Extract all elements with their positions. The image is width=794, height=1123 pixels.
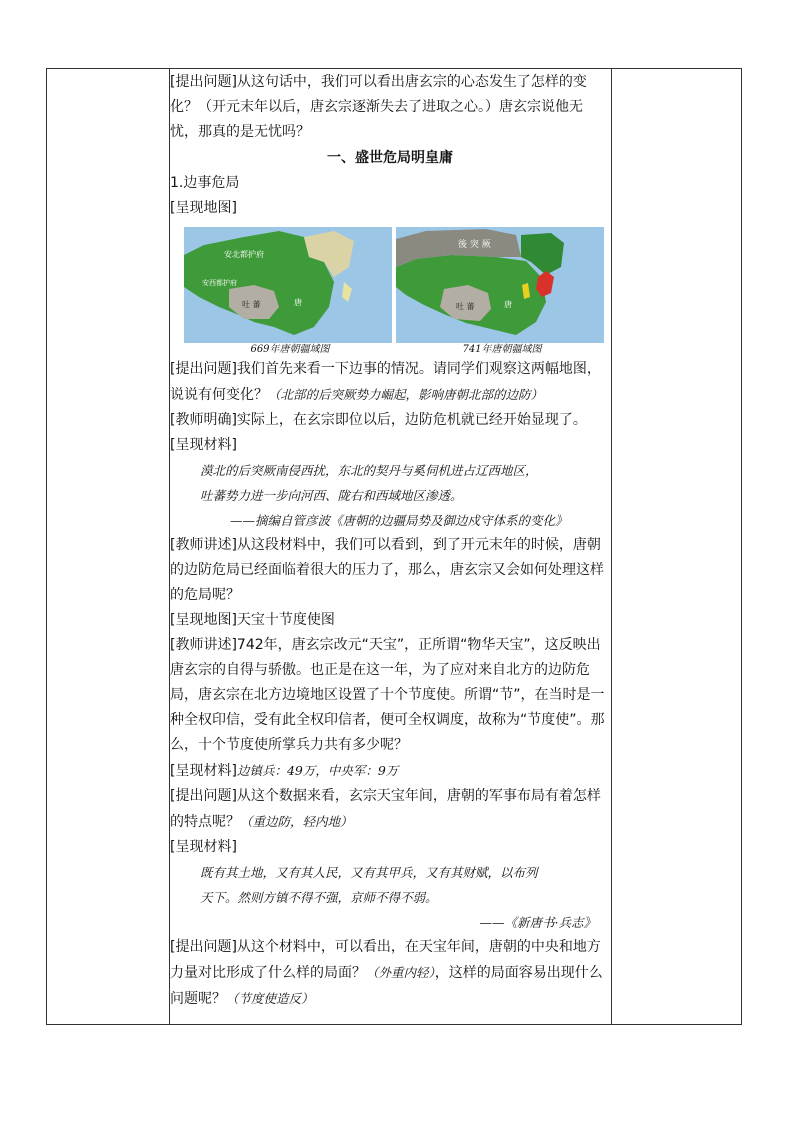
- map-741: [396, 227, 604, 343]
- lesson-content: [170, 70, 610, 1012]
- map-label: 唐: [294, 298, 302, 307]
- paragraph-question-balance: [170, 935, 610, 1012]
- material-label: [呈现材料]: [170, 763, 237, 779]
- question-text: [提出问题]我们首先来看一下边事的情况。请同学们观察这两幅地图，说说有何变化？: [170, 361, 601, 403]
- map-label: 吐 蕃: [242, 300, 261, 309]
- quote-source: ——摘编自管彦波《唐朝的边疆局势及御边戍守体系的变化》: [230, 513, 568, 528]
- answer-note: （外重内轻）: [366, 965, 435, 980]
- label-show-material: [呈现材料]: [170, 437, 237, 453]
- label-show-material: [呈现材料]: [170, 839, 237, 855]
- paragraph-teacher-clarify: [教师明确]实际上，在玄宗即位以后，边防危机就已经开始显现了。: [170, 412, 587, 428]
- map-captions: [184, 343, 610, 357]
- map-669: [184, 227, 392, 343]
- paragraph-question-maps: [170, 357, 610, 408]
- paragraph-show-jiedushi-map: [呈现地图]天宝十节度使图: [170, 612, 335, 628]
- paragraph-teacher-narrate: [教师讲述]从这段材料中，我们可以看到，到了开元末年的时候，唐朝的边防危局已经面临着很大的压力了，那么，唐玄宗又会如何处理这样的危局呢？: [170, 537, 604, 603]
- question-text: [提出问题]从这个材料中，可以看出，在天宝年间，唐朝的中央和地方力量对比形成了什么样的局面？: [170, 939, 601, 981]
- question-text: ，这样的局面容易出现什么问题呢？: [170, 965, 603, 1007]
- quote-line: 吐蕃势力进一步向河西、陇右和西域地区渗透。: [200, 488, 463, 503]
- map-pair: [184, 227, 610, 343]
- question-text: [提出问题]从这个数据来看，玄宗天宝年间，唐朝的军事布局有着怎样的特点呢？: [170, 788, 601, 830]
- quote-source: ——《新唐书·兵志》: [479, 915, 596, 930]
- paragraph-question-military: [170, 784, 610, 835]
- answer-note: （节度使造反）: [226, 991, 314, 1006]
- map-label: 吐 蕃: [456, 302, 475, 311]
- label-show-map: [呈现地图]: [170, 200, 237, 216]
- map-label: 後 突 厥: [458, 240, 491, 250]
- paragraph-question-mindset: [提出问题]从这句话中，我们可以看出唐玄宗的心态发生了怎样的变化？（开元末年以后，唐玄宗逐渐失去了进取之心。）唐玄宗说他无忧，那真的是无忧吗？: [170, 74, 587, 140]
- quote-line: 漠北的后突厥南侵西扰，东北的契丹与奚伺机进占辽西地区，: [200, 463, 538, 478]
- map-label: 安北都护府: [224, 250, 264, 259]
- map-label: 安西都护府: [202, 279, 237, 287]
- section-title: 一、盛世危局明皇庸: [327, 150, 453, 166]
- column-divider-right: [611, 69, 612, 1024]
- quote-line: 既有其土地，又有其人民，又有其甲兵，又有其财赋，以布列: [200, 865, 538, 880]
- subsection-title: 1.边事危局: [170, 175, 240, 191]
- paragraph-show-troops: [170, 758, 610, 784]
- paragraph-teacher-narrate-tianbao: [教师讲述]742年，唐玄宗改元“天宝”，正所谓“物华天宝”，这反映出唐玄宗的自得与骄傲。也正是在这一年，为了应对来自北方的边防危局，唐玄宗在北方边境地区设置了十个节度使。所谓“节”，在当时是一种全权印信，受有此全权印信者，便可全权调度，故称为“节度使”。那么，十个节度使所掌兵力共有多少呢？: [170, 637, 605, 753]
- map-label: 唐: [504, 300, 512, 309]
- answer-note: （重边防，轻内地）: [240, 814, 353, 829]
- answer-note: （北部的后突厥势力崛起，影响唐朝北部的边防）: [268, 387, 544, 402]
- map-caption-669: 669年唐朝疆域图: [250, 344, 330, 355]
- quote-line: 天下。然则方镇不得不强，京师不得不弱。: [200, 890, 438, 905]
- troop-numbers: 边镇兵：49万，中央军：9万: [236, 763, 399, 778]
- map-caption-741: 741年唐朝疆域图: [462, 344, 542, 355]
